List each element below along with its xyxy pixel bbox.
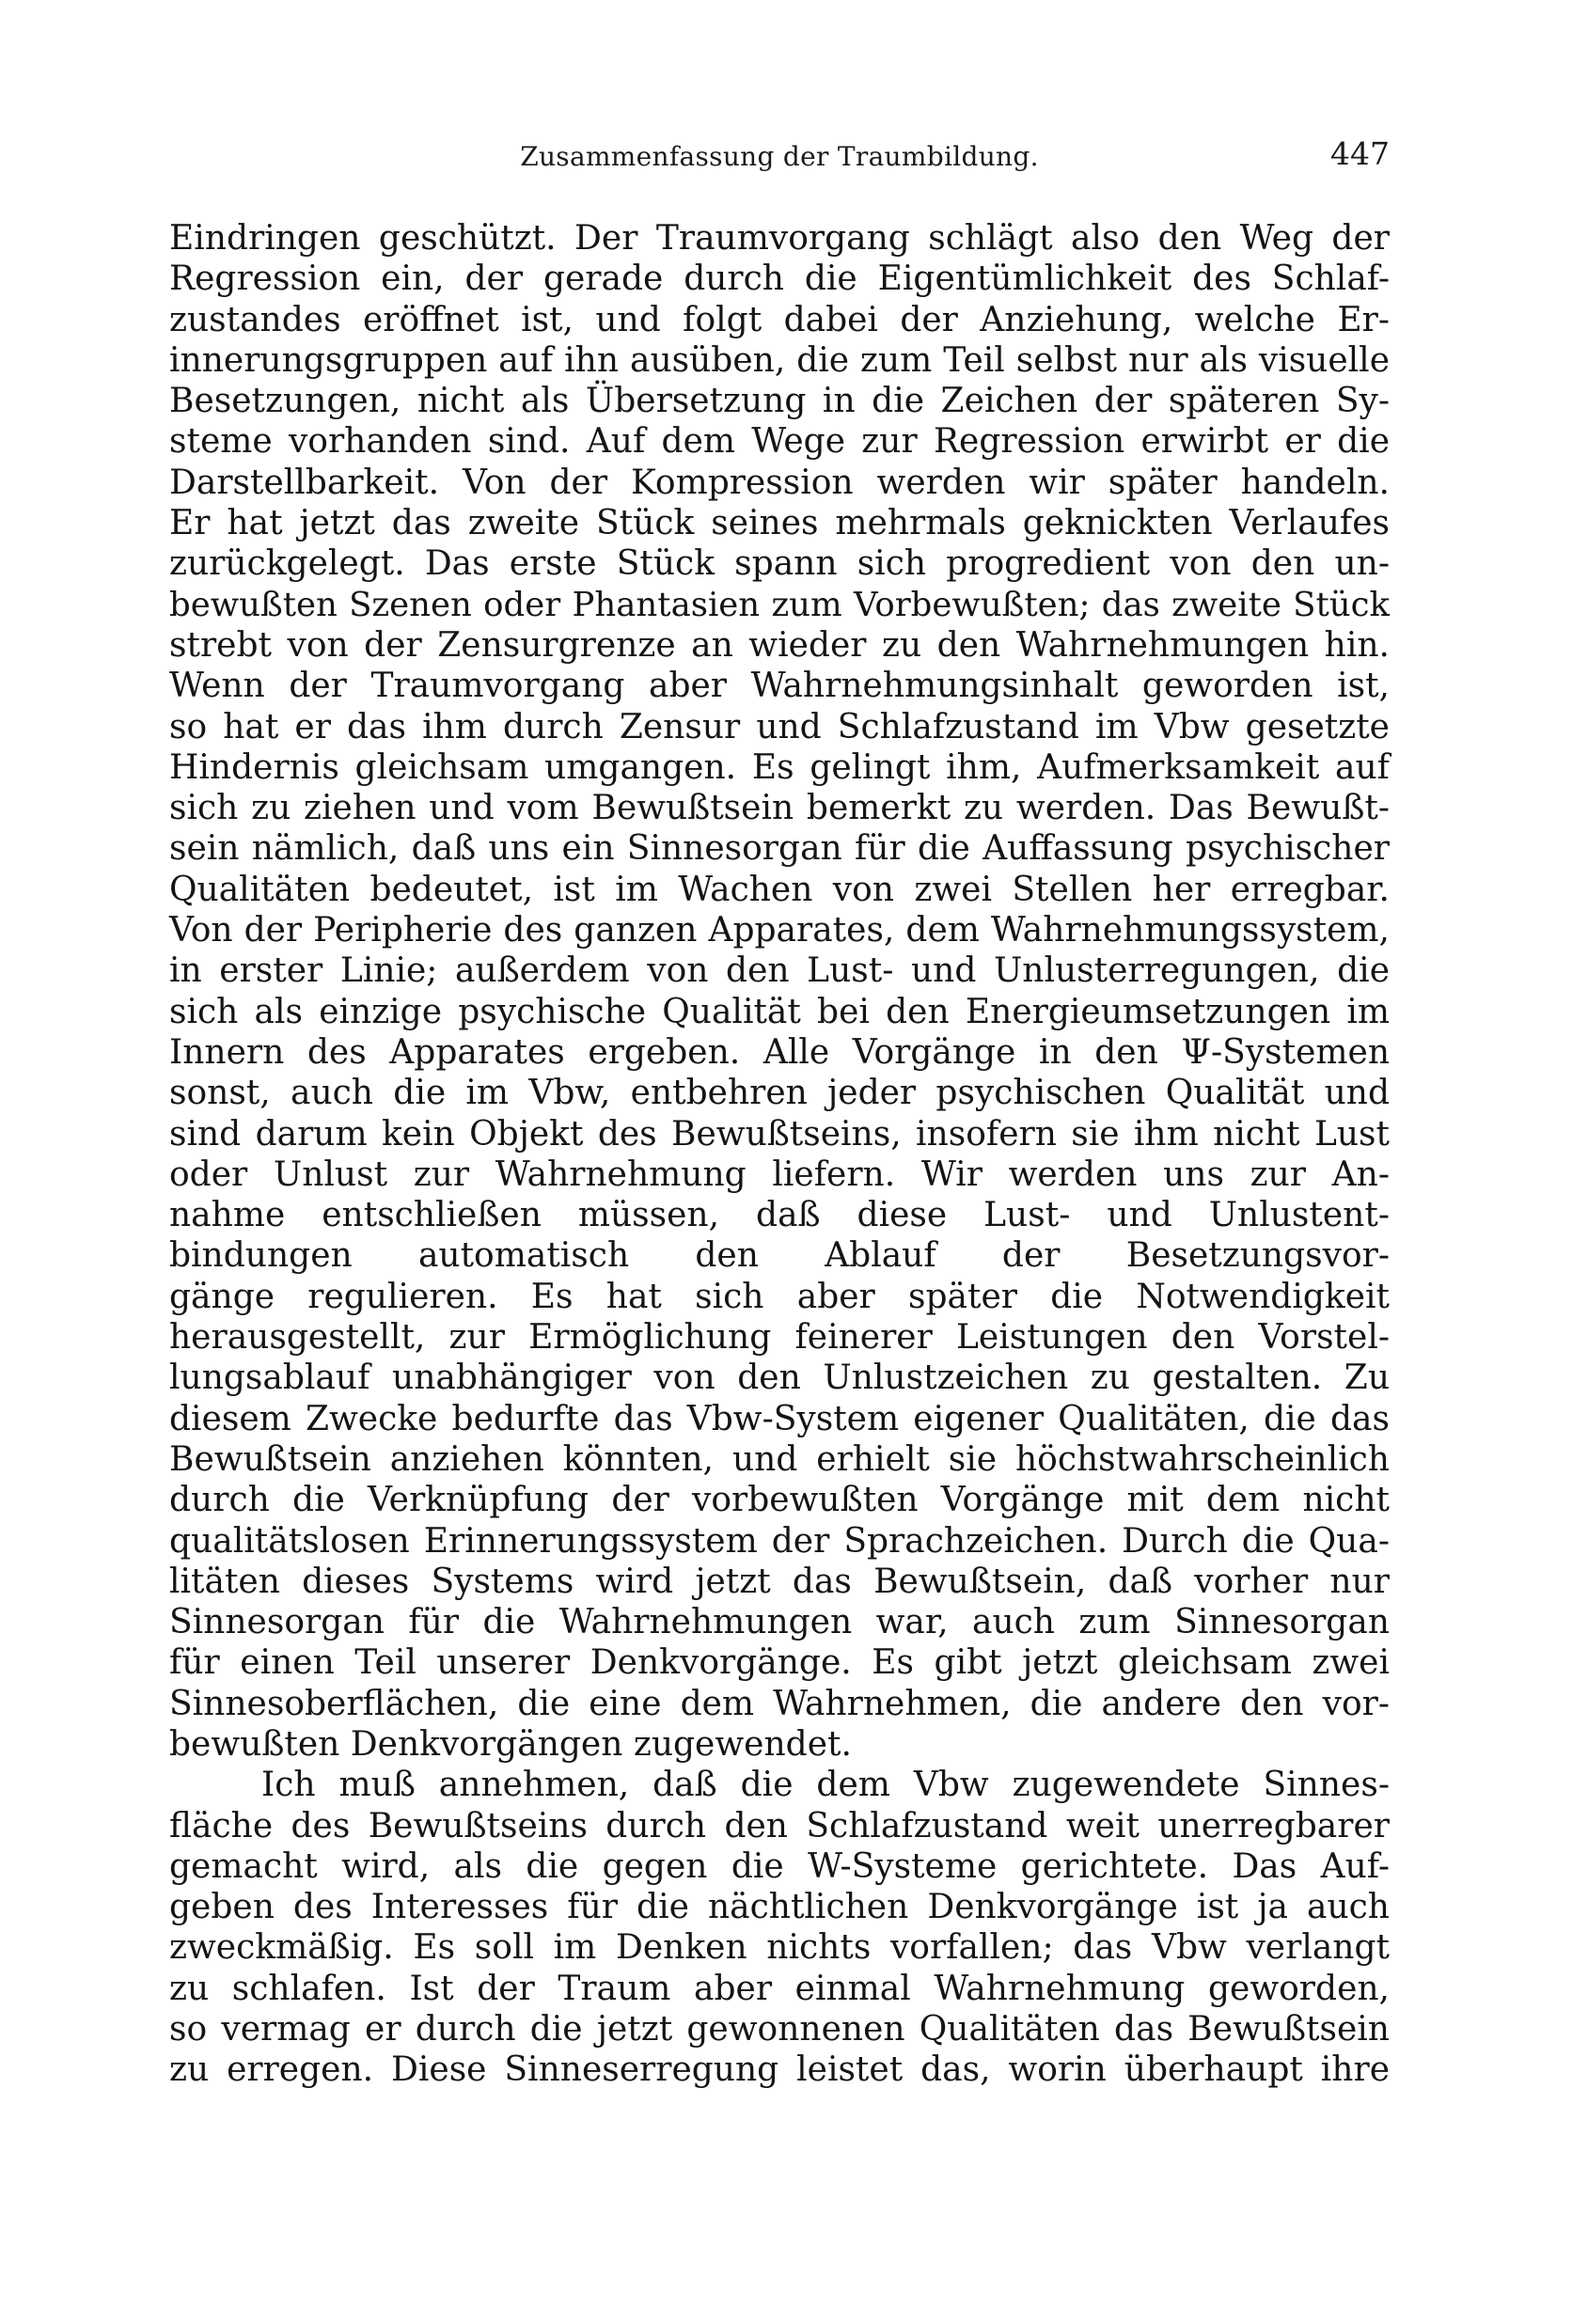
text-line: herausgestellt, zur Ermöglichung feinerer Leistungen den Vorstel- bbox=[169, 1318, 1390, 1358]
body-text bbox=[169, 218, 1390, 2091]
text-line: Von der Peripherie des ganzen Apparates, dem Wahrnehmungssystem, bbox=[169, 911, 1390, 950]
running-title: Zusammenfassung der Traumbildung. bbox=[520, 141, 1039, 172]
text-line: Sinnesoberflächen, die eine dem Wahrnehmen, die andere den vor- bbox=[169, 1684, 1390, 1723]
text-line: für einen Teil unserer Denkvorgänge. Es gibt jetzt gleichsam zwei bbox=[169, 1643, 1390, 1683]
text-line: zweckmäßig. Es soll im Denken nichts vorfallen; das Vbw verlangt bbox=[169, 1928, 1390, 1968]
text-line: zu schlafen. Ist der Traum aber einmal Wahrnehmung geworden, bbox=[169, 1969, 1390, 2008]
text-line: Er hat jetzt das zweite Stück seines mehrmals geknickten Verlaufes bbox=[169, 504, 1390, 543]
text-line: Innern des Apparates ergeben. Alle Vorgänge in den Ψ-Systemen bbox=[169, 1032, 1390, 1072]
text-line: gemacht wird, als die gegen die W-Systeme gerichtete. Das Auf- bbox=[169, 1846, 1390, 1886]
text-line: bindungen automatisch den Ablauf der Besetzungsvor- bbox=[169, 1236, 1390, 1276]
text-line: sich als einzige psychische Qualität bei den Energieumsetzungen im bbox=[169, 992, 1390, 1031]
text-line: Darstellbarkeit. Von der Kompression werden wir später handeln. bbox=[169, 463, 1390, 502]
text-line: oder Unlust zur Wahrnehmung liefern. Wir werden uns zur An- bbox=[169, 1154, 1390, 1194]
text-line: sonst, auch die im Vbw, entbehren jeder psychischen Qualität und bbox=[169, 1074, 1390, 1113]
text-line: sein nämlich, daß uns ein Sinnesorgan für die Auffassung psychischer bbox=[169, 829, 1390, 869]
text-line: so hat er das ihm durch Zensur und Schlafzustand im Vbw gesetzte bbox=[169, 707, 1390, 746]
text-line: Wenn der Traumvorgang aber Wahrnehmungsinhalt geworden ist, bbox=[169, 667, 1390, 706]
text-line: Qualitäten bedeutet, ist im Wachen von zwei Stellen her erregbar. bbox=[169, 870, 1390, 909]
text-line: lungsablauf unabhängiger von den Unlustzeichen zu gestalten. Zu bbox=[169, 1358, 1390, 1398]
text-line: diesem Zwecke bedurfte das Vbw-System eigener Qualitäten, die das bbox=[169, 1399, 1390, 1438]
text-line: innerungsgruppen auf ihn ausüben, die zum Teil selbst nur als visuelle bbox=[169, 340, 1390, 380]
text-line: geben des Interesses für die nächtlichen Denkvorgänge ist ja auch bbox=[169, 1888, 1390, 1927]
text-line: fläche des Bewußtseins durch den Schlafzustand weit unerregbarer bbox=[169, 1806, 1390, 1845]
text-line: Besetzungen, nicht als Übersetzung in die Zeichen der späteren Sy- bbox=[169, 382, 1390, 421]
text-line: Sinnesorgan für die Wahrnehmungen war, auch zum Sinnesorgan bbox=[169, 1603, 1390, 1642]
text-line: nahme entschließen müssen, daß diese Lust- und Unlustent- bbox=[169, 1196, 1390, 1235]
text-line: litäten dieses Systems wird jetzt das Bewußtsein, daß vorher nur bbox=[169, 1562, 1390, 1601]
page-number: 447 bbox=[1330, 135, 1390, 172]
text-line: zustandes eröffnet ist, und folgt dabei der Anziehung, welche Er- bbox=[169, 300, 1390, 339]
text-line: sich zu ziehen und vom Bewußtsein bemerkt zu werden. Das Bewußt- bbox=[169, 789, 1390, 828]
text-line: durch die Verknüpfung der vorbewußten Vorgänge mit dem nicht bbox=[169, 1481, 1390, 1520]
text-line: so vermag er durch die jetzt gewonnenen Qualitäten das Bewußtsein bbox=[169, 2010, 1390, 2049]
running-head bbox=[169, 130, 1390, 177]
text-line: in erster Linie; außerdem von den Lust- und Unlusterregungen, die bbox=[169, 951, 1390, 991]
text-line: Hindernis gleichsam umgangen. Es gelingt ihm, Aufmerksamkeit auf bbox=[169, 747, 1390, 787]
text-line: Regression ein, der gerade durch die Eigentümlichkeit des Schlaf- bbox=[169, 259, 1390, 299]
text-line: zurückgelegt. Das erste Stück spann sich progredient von den un- bbox=[169, 544, 1390, 584]
text-line: gänge regulieren. Es hat sich aber später die Notwendigkeit bbox=[169, 1277, 1390, 1316]
text-line: qualitätslosen Erinnerungssystem der Sprachzeichen. Durch die Qua- bbox=[169, 1521, 1390, 1561]
text-line: Eindringen geschützt. Der Traumvorgang schlägt also den Weg der bbox=[169, 219, 1390, 258]
text-line: Bewußtsein anziehen könnten, und erhielt sie höchstwahrscheinlich bbox=[169, 1439, 1390, 1479]
text-line: bewußten Szenen oder Phantasien zum Vorbewußten; das zweite Stück bbox=[169, 585, 1390, 624]
text-line: Ich muß annehmen, daß die dem Vbw zugewendete Sinnes- bbox=[261, 1766, 1390, 1805]
text-line: sind darum kein Objekt des Bewußtseins, insofern sie ihm nicht Lust bbox=[169, 1114, 1390, 1154]
text-line: strebt von der Zensurgrenze an wieder zu den Wahrnehmungen hin. bbox=[169, 625, 1390, 665]
text-line: steme vorhanden sind. Auf dem Wege zur Regression erwirbt er die bbox=[169, 422, 1390, 462]
text-line: bewußten Denkvorgängen zugewendet. bbox=[169, 1724, 852, 1764]
text-line: zu erregen. Diese Sinneserregung leistet das, worin überhaupt ihre bbox=[169, 2050, 1390, 2090]
